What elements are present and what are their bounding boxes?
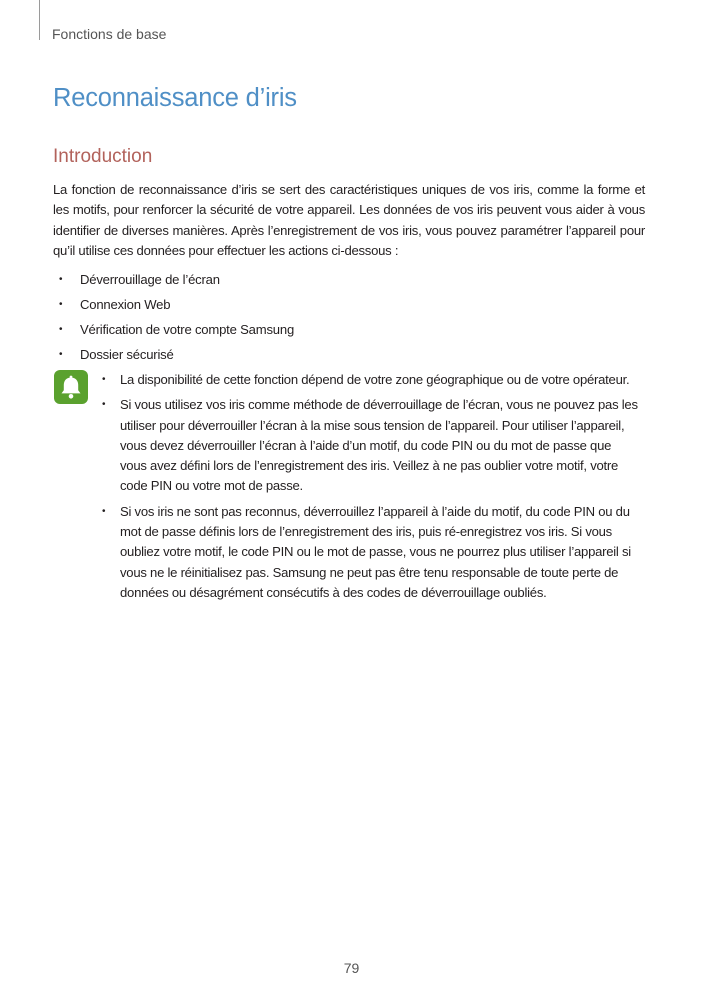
bell-icon bbox=[54, 370, 88, 404]
list-item: • Dossier sécurisé bbox=[53, 342, 613, 367]
section-header: Fonctions de base bbox=[52, 26, 167, 42]
bullet-icon: • bbox=[102, 374, 106, 385]
header-divider bbox=[39, 0, 40, 40]
list-item: • Connexion Web bbox=[53, 292, 613, 317]
bullet-icon: • bbox=[102, 399, 106, 411]
intro-paragraph: La fonction de reconnaissance d’iris se sert des caractéristiques uniques de vos iris, comme la forme et les motifs, pour renforcer la sécurité de votre appareil. Les données de vos iris peuvent vous aider à vous identifier de diverses manières. Après l’enregistrement de vos iris, vous pouvez paramétrer l’appareil pour qu’il utilise ces données pour effectuer les actions ci-dessous : bbox=[53, 182, 645, 258]
page-number: 79 bbox=[343, 960, 360, 976]
list-item: • Vérification de votre compte Samsung bbox=[53, 317, 613, 342]
bullet-icon: • bbox=[102, 505, 106, 517]
note-item: • Si vos iris ne sont pas reconnus, déverrouillez l’appareil à l’aide du motif, du code PIN ou du mot de passe définis lors de l’enregistrement des iris, puis ré-enregistrez vos iris. Si vous oubliez votre motif, le code PIN ou le mot de passe, vous ne pourrez plus utiliser l’appareil si vous ne le réinitialisez pas. Samsung ne peut pas être tenu responsable de toute perte de données ou désagrément consécutifs à des codes de déverrouillage oubliés. bbox=[102, 503, 631, 600]
page-title: Reconnaissance d’iris bbox=[53, 84, 297, 112]
note-item: • La disponibilité de cette fonction dépend de votre zone géographique ou de votre opérateur. bbox=[100, 370, 640, 390]
bullet-icon: • bbox=[59, 349, 63, 360]
feature-list bbox=[53, 267, 613, 367]
section-subtitle: Introduction bbox=[53, 146, 153, 167]
bullet-icon: • bbox=[59, 299, 63, 310]
bullet-icon: • bbox=[59, 324, 63, 335]
notes-list bbox=[100, 370, 640, 608]
bullet-icon: • bbox=[59, 274, 63, 285]
note-item: • Si vous utilisez vos iris comme méthode de déverrouillage de l’écran, vous ne pouvez pas les utiliser pour déverrouiller l’écran à la mise sous tension de l’appareil. Pour utiliser l’appareil, vous devez déverrouiller l’écran à l’aide d’un motif, du code PIN ou du mot de passe que vous avez défini lors de l’enregistrement des iris. Veillez à ne pas oublier votre motif, votre code PIN ou votre mot de passe. bbox=[102, 397, 638, 494]
list-item: • Déverrouillage de l’écran bbox=[53, 267, 613, 292]
